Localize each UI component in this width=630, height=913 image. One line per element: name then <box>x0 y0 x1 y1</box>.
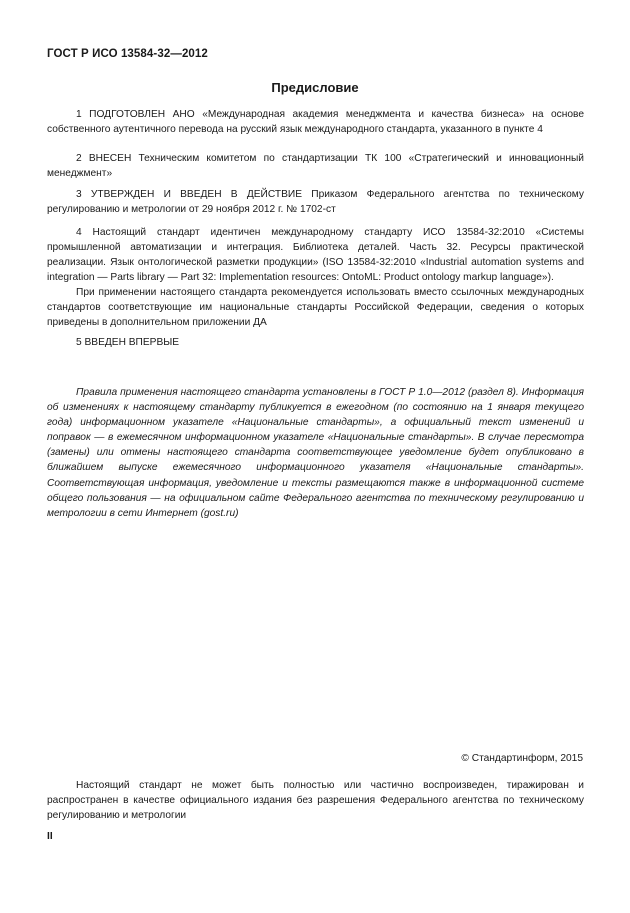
reproduction-notice: Настоящий стандарт не может быть полностью или частично воспроизведен, тиражирован и распространен в качестве официального издания без разрешения Федерального агентства по техническому регулированию и метрологии <box>47 780 584 822</box>
foreword-item-4 <box>47 225 584 330</box>
rules-paragraph: Правила применения настоящего стандарта установлены в ГОСТ Р 1.0—2012 (раздел 8). Информация об изменениях к настоящему стандарту публикуется в ежегодном (по состоянию на 1 января текущего года) информационном указателе «Национальные стандарты», а официальный текст изменений и поправок — в ежемесячном информационном указателе «Национальные стандарты». В случае пересмотра (замены) или отмены настоящего стандарта соответствующее уведомление будет опубликовано в ближайшем выпуске ежемесячного информационного указателя «Национальные стандарты». Соответствующая информация, уведомление и тексты размещаются также в информационной системе общего пользования — на официальном сайте Федерального агентства по техническому регулированию и метрологии в сети Интернет (gost.ru) <box>47 387 584 519</box>
foreword-item-3-text: 3 УТВЕРЖДЕН И ВВЕДЕН В ДЕЙСТВИЕ Приказом Федерального агентства по техническому регулированию и метрологии от 29 ноября 2012 г. № 1702-ст <box>47 189 584 215</box>
foreword-item-5-text: 5 ВВЕДЕН ВПЕРВЫЕ <box>76 337 180 348</box>
copyright-notice: © Стандартинформ, 2015 <box>461 753 583 764</box>
standard-code-header: ГОСТ Р ИСО 13584-32—2012 <box>47 48 208 60</box>
foreword-item-3 <box>47 187 584 217</box>
foreword-item-4-text: 4 Настоящий стандарт идентичен международному стандарту ИСО 13584-32:2010 «Системы промышленной автоматизации и интеграция. Библиотека деталей. Часть 32. Ресурсы практической реализации. Язык онтологической разметки продукции» (ISO 13584-32:2010 «Industrial automation systems and integration — Parts library — Part 32: Implementation resources: OntoML: Product ontology markup language»). <box>47 227 584 283</box>
foreword-item-5 <box>47 335 584 350</box>
foreword-item-4-note: При применении настоящего стандарта рекомендуется использовать вместо ссылочных международных стандартов соответствующие им национальные стандарты Российской Федерации, сведения о которых приведены в дополнительном приложении ДА <box>47 287 584 328</box>
foreword-item-2 <box>47 151 584 181</box>
page-title: Предисловие <box>271 80 359 95</box>
foreword-item-1-text: 1 ПОДГОТОВЛЕН АНО «Международная академия менеджмента и качества бизнеса» на основе собственного аутентичного перевода на русский язык международного стандарта, указанного в пункте 4 <box>47 109 584 135</box>
page-number: II <box>47 831 53 842</box>
foreword-item-1 <box>47 107 584 137</box>
foreword-item-2-text: 2 ВНЕСЕН Техническим комитетом по стандартизации ТК 100 «Стратегический и инновационный менеджмент» <box>47 153 584 179</box>
